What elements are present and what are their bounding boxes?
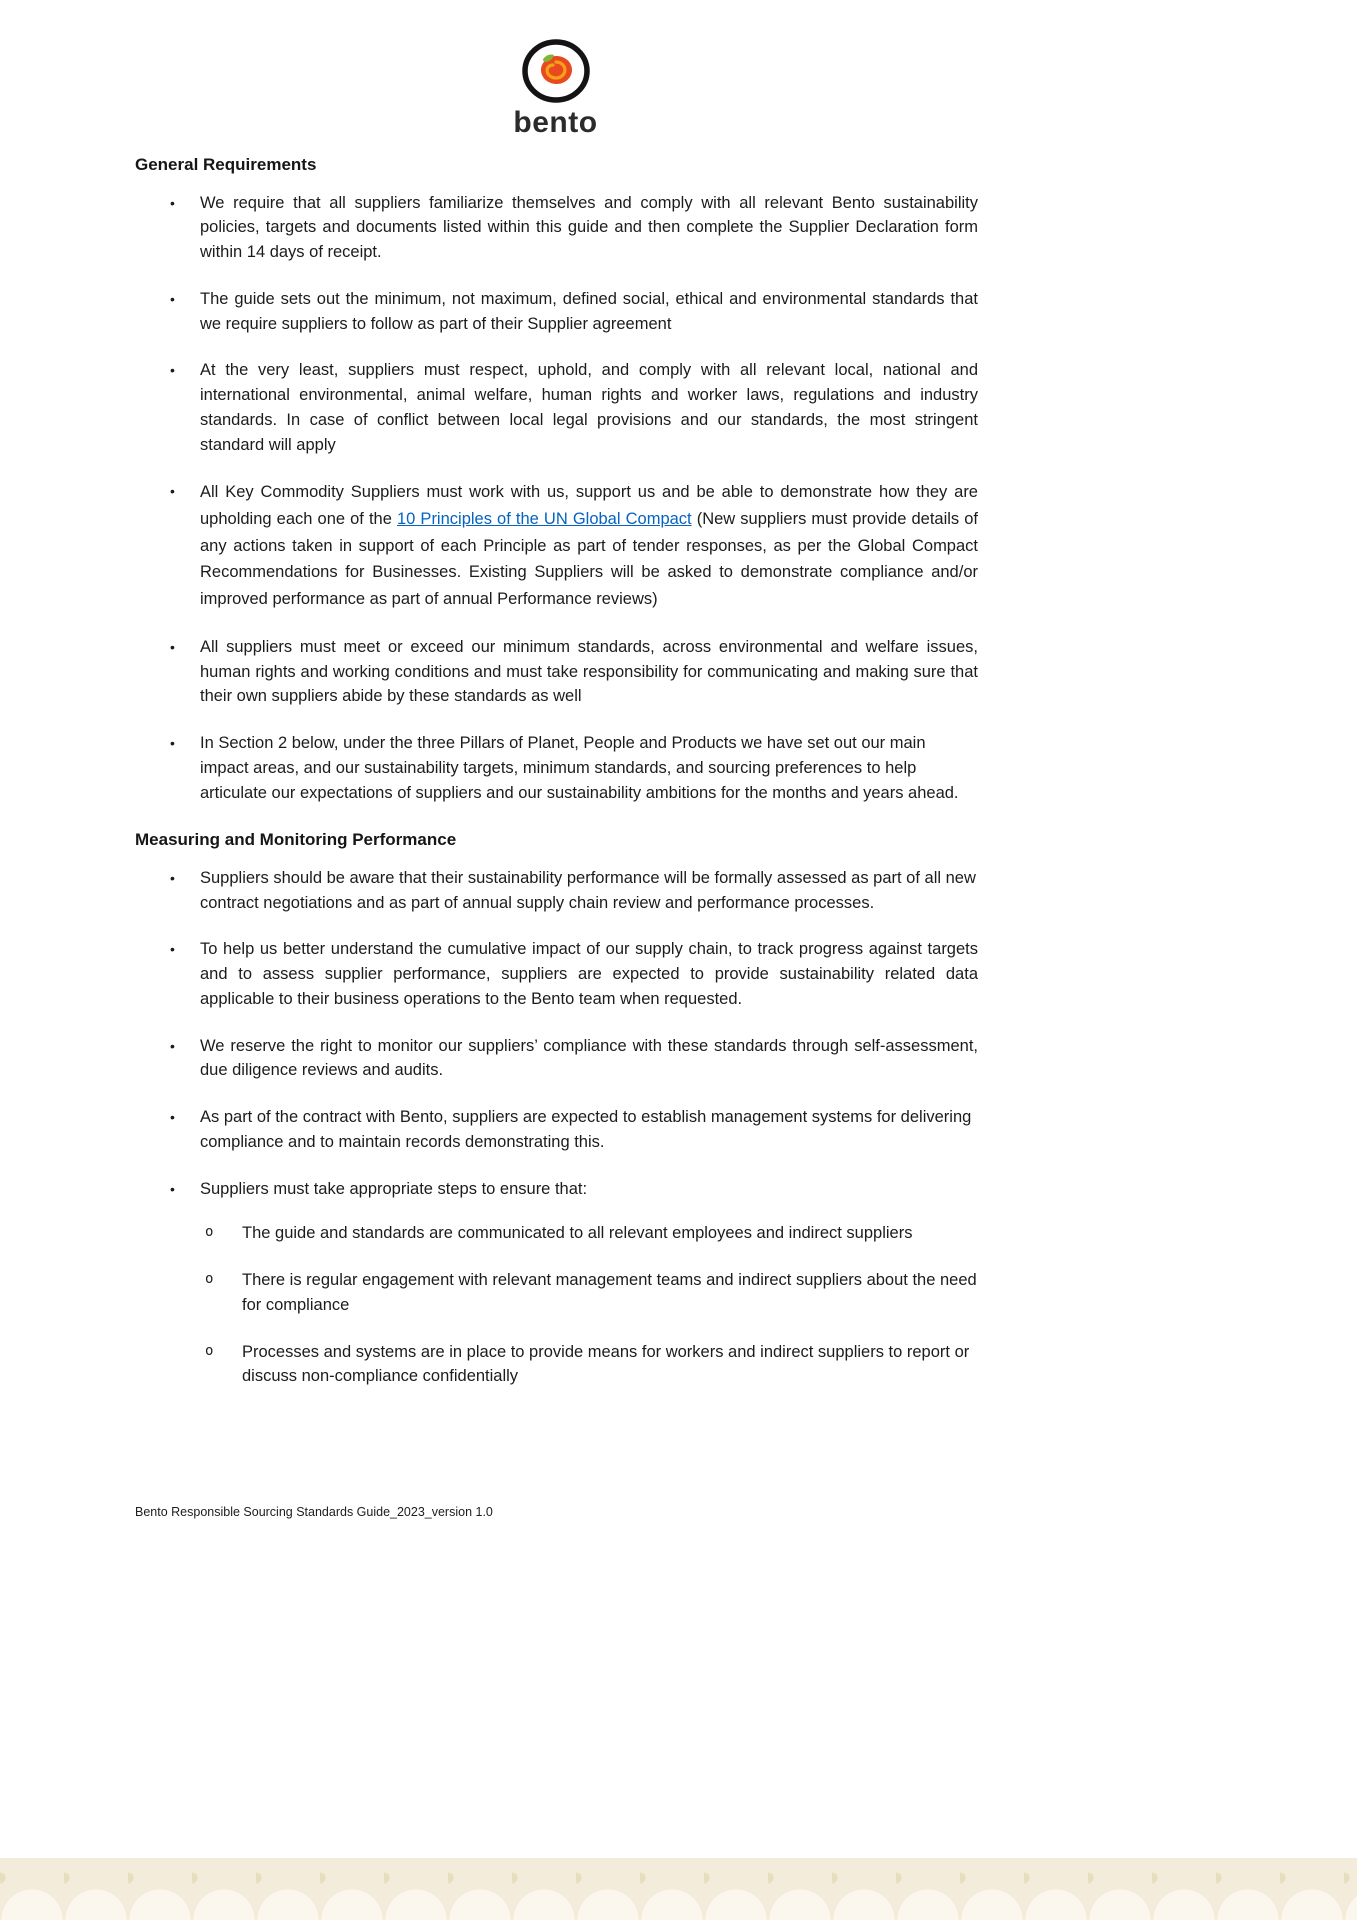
bullet-text: At the very least, suppliers must respect, uphold, and comply with all relevant local, national and international environmental, animal welfare, human rights and worker laws, regulations and industry standards. In case of conflict between local legal provisions and our standards, the most stringent standard will apply [200,361,978,454]
list-item [135,1105,978,1155]
bullet-text: We require that all suppliers familiarize themselves and comply with all relevant Bento sustainability policies, targets and documents listed within this guide and then complete the Supplier Declaration form within 14 days of receipt. [200,193,978,261]
section-heading-general-requirements: General Requirements [135,155,317,174]
bullet-marker: • [170,1037,175,1054]
section-heading-measuring-performance: Measuring and Monitoring Performance [135,830,457,850]
bullet-marker: • [170,1109,175,1126]
bento-logo-icon [519,38,593,104]
bullet-marker: • [170,869,175,886]
list-item [135,358,978,457]
bullet-text-pre: All Key Commodity Suppliers must work with us, support us and be able to demonstrate how they are upholding each one of the [200,483,978,528]
list-item [135,1034,978,1084]
bullet-marker: • [170,290,175,307]
logo-text: bento [513,106,598,139]
decorative-scallop-border [0,1858,1357,1920]
sub-bullet-marker: o [205,1224,214,1241]
sub-list-item [135,1340,978,1390]
sub-list-item [135,1221,978,1246]
bullet-marker: • [170,735,175,752]
list-item [135,287,978,337]
sub-bullet-text: The guide and standards are communicated to all relevant employees and indirect suppliers [242,1224,913,1243]
bullet-text: Suppliers should be aware that their sustainability performance will be formally assessed as part of all new contract negotiations and as part of annual supply chain review and performance processes. [200,868,976,912]
list-item [135,191,978,265]
document-content [135,152,978,1411]
sub-list-item [135,1268,978,1318]
list-item [135,937,978,1011]
bullet-text: Suppliers must take appropriate steps to ensure that: [200,1179,588,1198]
bullet-text: As part of the contract with Bento, suppliers are expected to establish management systems for delivering compliance and to maintain records demonstrating this. [200,1108,972,1151]
bullet-marker: • [170,941,175,958]
document-footer: Bento Responsible Sourcing Standards Guide_2023_version 1.0 [135,1505,493,1519]
sub-bullet-text: Processes and systems are in place to provide means for workers and indirect suppliers to report or discuss non-compliance confidentially [242,1342,970,1386]
logo [498,38,613,140]
list-item [135,866,978,916]
bullet-marker: • [170,194,175,211]
bullet-text: We reserve the right to monitor our suppliers’ compliance with these standards through self-assessment, due diligence reviews and audits. [200,1036,978,1080]
sub-bullet-marker: o [205,1271,214,1288]
bullet-text [200,479,978,613]
bullet-text: The guide sets out the minimum, not maximum, defined social, ethical and environmental standards that we require suppliers to follow as part of their Supplier agreement [200,289,978,333]
list-item [135,731,978,805]
list-item [135,1177,978,1202]
sub-bullet-marker: o [205,1342,214,1359]
un-global-compact-link[interactable]: 10 Principles of the UN Global Compact [397,509,692,528]
bullet-text: All suppliers must meet or exceed our minimum standards, across environmental and welfare issues, human rights and working conditions and must take responsibility for communicating and making sure that their own suppliers abide by these standards as well [200,637,978,706]
bullet-marker: • [170,483,175,500]
sub-bullet-text: There is regular engagement with relevant management teams and indirect suppliers about the need for compliance [242,1271,977,1314]
bullet-marker: • [170,1180,175,1197]
list-item [135,635,978,709]
bullet-text: In Section 2 below, under the three Pillars of Planet, People and Products we have set out our main impact areas, and our sustainability targets, minimum standards, and sourcing preferences to help articulate our expectations of suppliers and our sustainability ambitions for the months and years ahead. [200,734,959,802]
list-item [135,479,978,613]
bullet-marker: • [170,362,175,379]
bullet-marker: • [170,638,175,655]
bullet-text-post: (New suppliers must provide details of any actions taken in support of each Principle as part of tender responses, as per the Global Compact Recommendations for Businesses. Existing Suppliers will be asked to demonstrate compliance and/or improved performance as part of annual Performance reviews) [200,509,979,609]
bullet-text: To help us better understand the cumulative impact of our supply chain, to track progress against targets and to assess supplier performance, suppliers are expected to provide sustainability related data applicable to their business operations to the Bento team when requested. [200,940,978,1008]
